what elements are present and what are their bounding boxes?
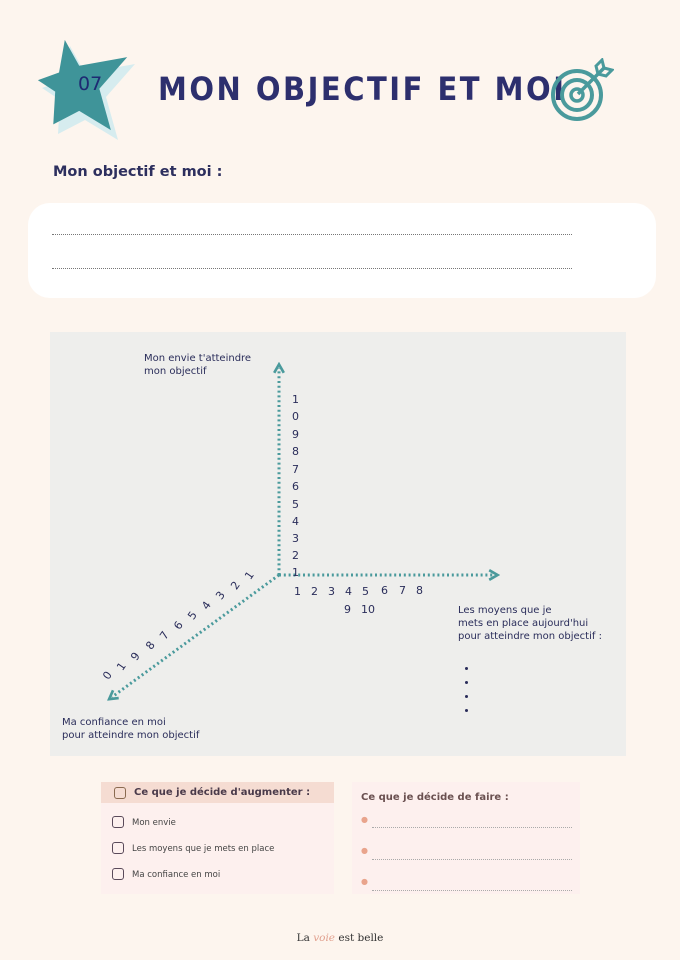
x-tick: 5 <box>362 585 369 598</box>
bullet-point <box>465 695 468 698</box>
z-tick: 8 <box>143 638 158 653</box>
y-tick: 8 <box>292 445 299 458</box>
z-tick: 2 <box>228 578 243 593</box>
z-tick: 6 <box>171 618 186 633</box>
answer-line[interactable] <box>372 827 572 828</box>
option-label: Ma confiance en moi <box>132 870 221 880</box>
z-tick: 5 <box>185 608 200 623</box>
x-tick: 1 <box>294 585 301 598</box>
z-tick: 1 <box>114 659 129 674</box>
bullet-point: ● <box>361 815 368 824</box>
do-heading: Ce que je décide de faire : <box>361 792 509 803</box>
graph-panel <box>50 332 626 756</box>
y-axis-label: Mon envie t'atteindre mon objectif <box>144 353 252 377</box>
z-tick: 0 <box>100 668 115 683</box>
bullet-point <box>465 667 468 670</box>
option-label: Mon envie <box>132 818 176 828</box>
z-tick: 4 <box>199 598 214 613</box>
option-checkbox[interactable] <box>112 868 124 880</box>
y-tick: 2 <box>292 549 299 562</box>
x-axis-label: Les moyens que je mets en place aujourd'hui pour atteindre mon objectif : <box>458 605 602 642</box>
x-tick: 2 <box>311 585 318 598</box>
y-tick: 9 <box>292 428 299 441</box>
z-tick: 9 <box>128 649 143 664</box>
z-axis <box>112 575 279 697</box>
increase-box <box>101 782 334 894</box>
answer-box[interactable] <box>28 203 656 298</box>
footer-brand: La voie est belle <box>296 932 384 944</box>
z-tick: 7 <box>157 628 172 643</box>
target-icon <box>548 58 614 124</box>
y-tick: 7 <box>292 463 299 476</box>
option-checkbox[interactable] <box>112 816 124 828</box>
bullet-point <box>465 709 468 712</box>
z-tick: 1 <box>242 568 257 583</box>
answer-line[interactable] <box>372 859 572 860</box>
option-checkbox[interactable] <box>112 842 124 854</box>
bullet-point: ● <box>361 877 368 886</box>
axes <box>50 332 626 756</box>
y-tick: 4 <box>292 515 299 528</box>
z-axis-label: Ma confiance en moi pour atteindre mon objectif <box>62 717 200 741</box>
do-box <box>352 782 580 894</box>
x-tick: 7 <box>399 584 406 597</box>
x-tick: 4 <box>345 585 352 598</box>
x-tick: 3 <box>328 585 335 598</box>
y-tick: 6 <box>292 480 299 493</box>
section-label: Mon objectif et moi : <box>53 164 223 180</box>
y-tick: 1 <box>292 393 299 406</box>
option-label: Les moyens que je mets en place <box>132 844 275 854</box>
increase-heading: Ce que je décide d'augmenter : <box>134 787 311 798</box>
y-tick: 0 <box>292 410 299 423</box>
answer-line-1[interactable] <box>52 234 572 235</box>
bullet-point <box>465 681 468 684</box>
y-tick: 5 <box>292 498 299 511</box>
y-tick: 1 <box>292 566 299 579</box>
bullet-point: ● <box>361 846 368 855</box>
page-title: MON OBJECTIF ET MOI <box>158 70 567 108</box>
x-tick: 9 <box>344 603 351 616</box>
x-tick: 8 <box>416 584 423 597</box>
chapter-number: 07 <box>78 73 103 95</box>
x-tick: 10 <box>361 603 375 616</box>
y-tick: 3 <box>292 532 299 545</box>
answer-line-2[interactable] <box>52 268 572 269</box>
x-tick: 6 <box>381 584 388 597</box>
z-tick: 3 <box>213 588 228 603</box>
increase-checkbox[interactable] <box>114 787 126 799</box>
answer-line[interactable] <box>372 890 572 891</box>
